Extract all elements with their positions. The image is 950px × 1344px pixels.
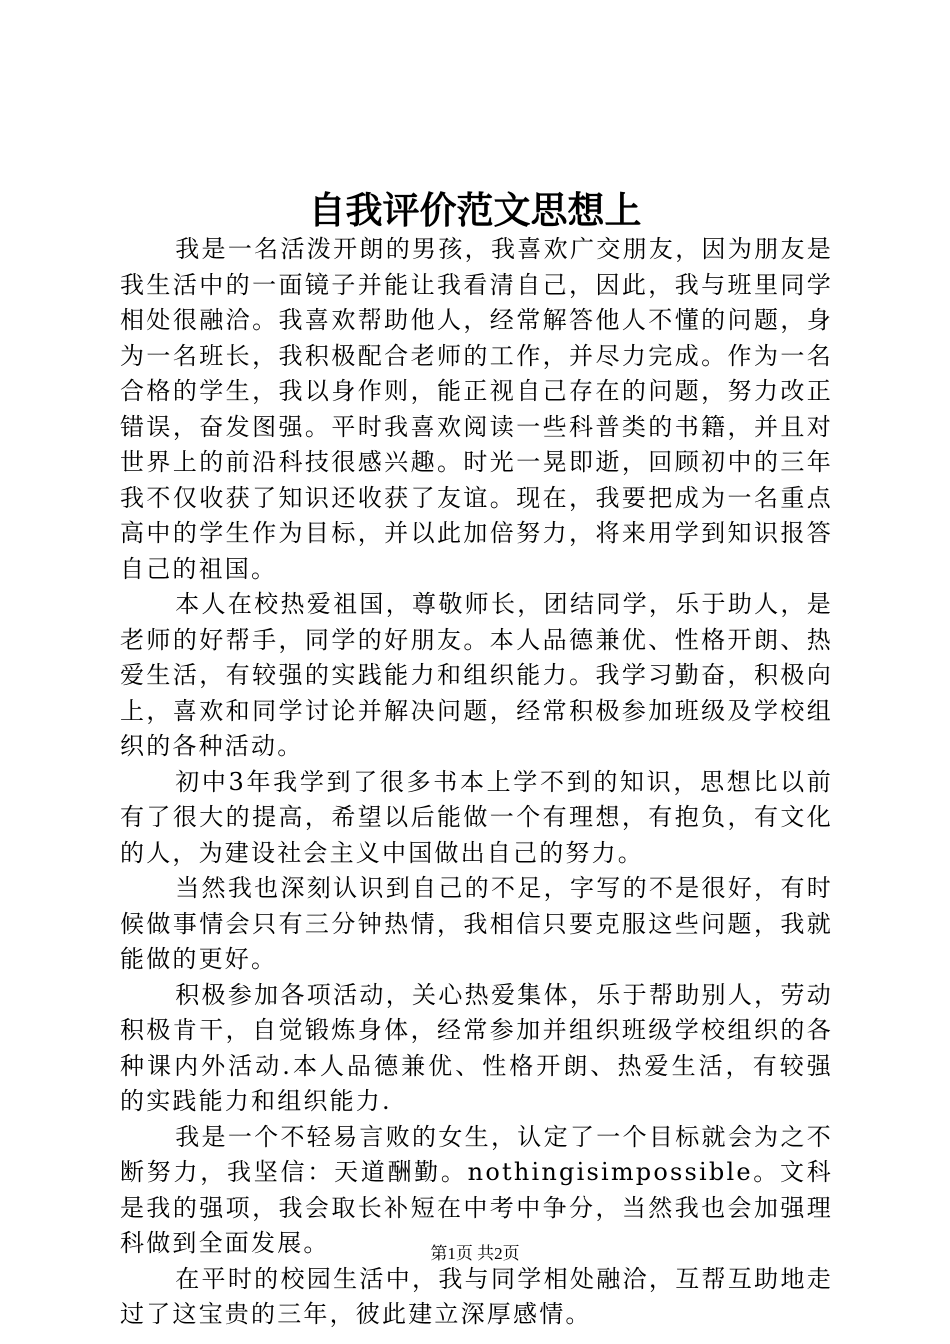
document-body [120, 232, 833, 1333]
paragraph: 在平时的校园生活中，我与同学相处融洽，互帮互助地走过了这宝贵的三年，彼此建立深厚感情。 [120, 1264, 833, 1328]
paragraph: 初中3年我学到了很多书本上学不到的知识，思想比以前有了很大的提高，希望以后能做一个有理想，有抱负，有文化的人，为建设社会主义中国做出自己的努力。 [120, 767, 833, 867]
page-number-footer: 第1页 共2页 [430, 1244, 520, 1263]
paragraph: 本人在校热爱祖国，尊敬师长，团结同学，乐于助人，是老师的好帮手，同学的好朋友。本人品德兼优、性格开朗、热爱生活，有较强的实践能力和组织能力。我学习勤奋，积极向上，喜欢和同学讨论并解决问题，经常积极参加班级及学校组织的各种活动。 [120, 590, 833, 760]
document-title: 自我评价范文思想上 [308, 188, 642, 232]
paragraph: 我是一名活泼开朗的男孩，我喜欢广交朋友，因为朋友是我生活中的一面镜子并能让我看清自己，因此，我与班里同学相处很融洽。我喜欢帮助他人，经常解答他人不懂的问题，身为一名班长，我积极配合老师的工作，并尽力完成。作为一名合格的学生，我以身作则，能正视自己存在的问题，努力改正错误，奋发图强。平时我喜欢阅读一些科普类的书籍，并且对世界上的前沿科技很感兴趣。时光一晃即逝，回顾初中的三年我不仅收获了知识还收获了友谊。现在，我要把成为一名重点高中的学生作为目标，并以此加倍努力，将来用学到知识报答自己的祖国。 [120, 235, 833, 583]
paragraph: 当然我也深刻认识到自己的不足，字写的不是很好，有时候做事情会只有三分钟热情，我相信只要克服这些问题，我就能做的更好。 [120, 874, 833, 973]
paragraph: 我是一个不轻易言败的女生，认定了一个目标就会为之不断努力，我坚信：天道酬勤。nothingisimpossible。文科是我的强项，我会取长补短在中考中争分，当然我也会加强理科做到全面发展。 [120, 1122, 833, 1257]
paragraph: 积极参加各项活动，关心热爱集体，乐于帮助别人，劳动积极肯干，自觉锻炼身体，经常参加并组织班级学校组织的各种课内外活动.本人品德兼优、性格开朗、热爱生活，有较强的实践能力和组织能力. [120, 980, 833, 1115]
